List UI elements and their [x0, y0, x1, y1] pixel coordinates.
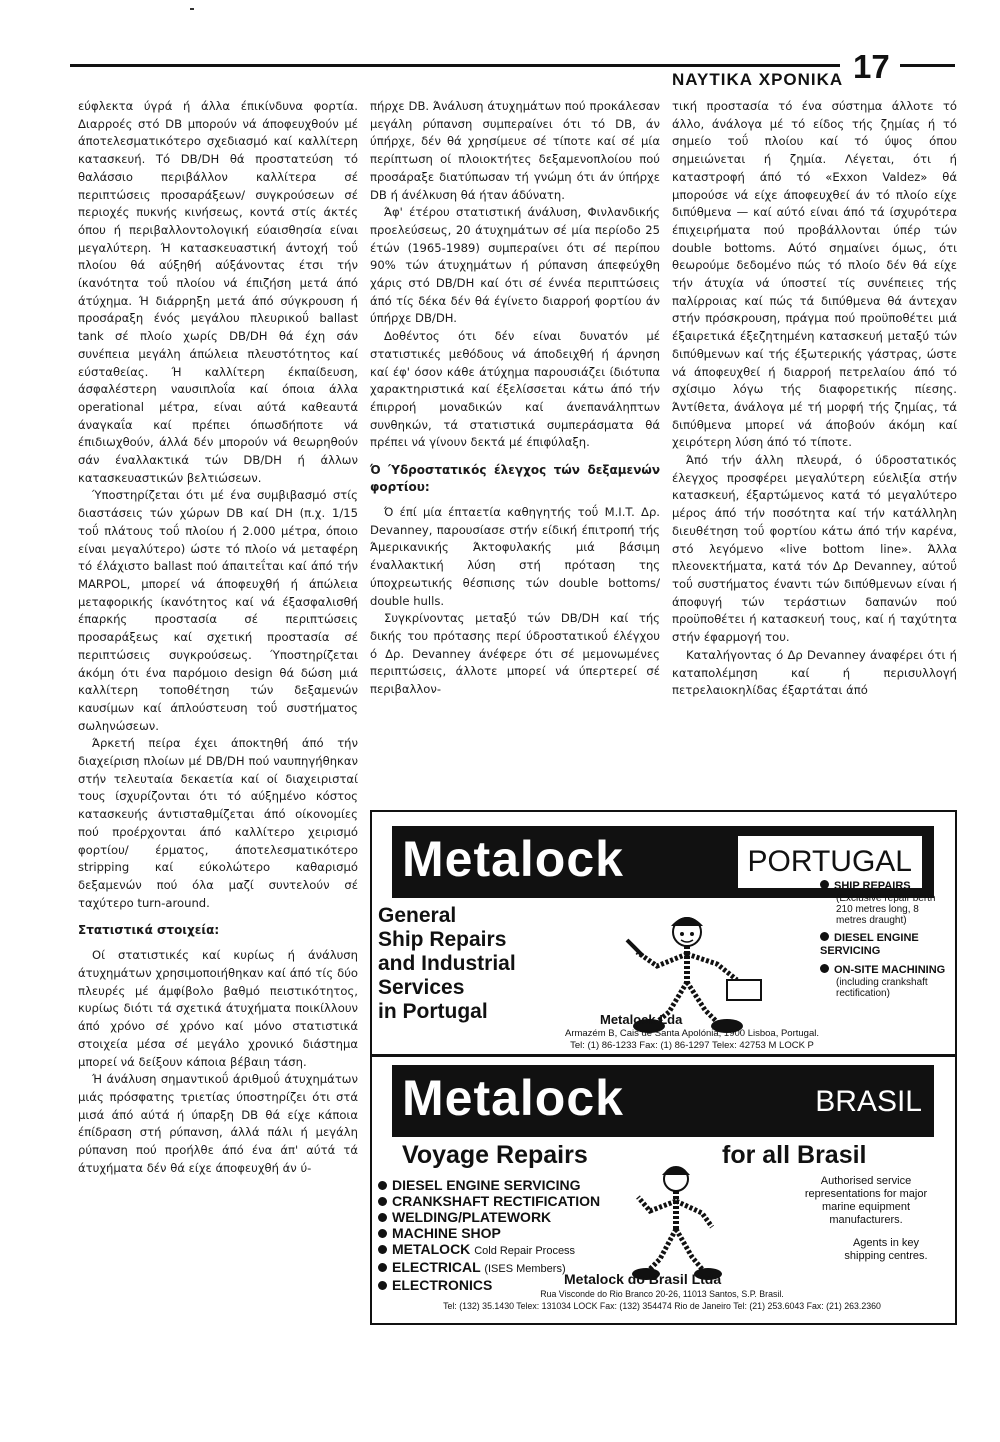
service-item: ON-SITE MACHINING (including crankshaft rectification) [820, 964, 952, 999]
tagline-line: General [378, 904, 457, 927]
paragraph: Άφ' έτέρου στατιστική άνάλυση, Φινλανδικής προελεύσεως, 20 άτυχημάτων σέ μία περίοδο 25 έτών (1965-1989) συμπεραίνει ότι σέ περίπου 90% τών άτυχημάτων ή ρύπανση άπεφεύχθη χάρις στό DB/DH καί ότι σέ έννέα περιπτώσεις άπό τίς δέκα δέν θά έγίνετο διαρροή φορτίου άν ύπήρχε DB/DH. [370, 205, 660, 326]
paragraph: εύφλεκτα ύγρά ή άλλα έπικίνδυνα φορτία. Διαρροές στό DB μπορούν νά άποφευχθούν μέ άποτελεσματικότερο σχεδιασμό καί καλλίτερη κατασκευή. Τό DB/DH θά προστατεύση τό θαλάσσιο περιβάλλον καλλίτερα σέ περιπτώσεις προσαράξεων/ συγκρούσεων σέ περιοχές πυκνής κινήσεως, κοντά στίς άκτές όπου ή περιβαλλοντολογική εύαισθησία είναι μεγαλύτερη. Ή κατασκευαστική άντοχή τοΰ πλοίου θά αύξηθή αύξάνοντας έτσι τήν ίκανότητα τοΰ πλοίου νά έπιζήση μετά άπό άτύχημα. Ή διάρρηξη μετά άπό σύγκρουση ή προσάραξη ένός μεγάλου πλευρικοΰ ballast tank σέ πλοίο χωρίς DB/DH θά έχη σάν συνέπεια μεγάλη άπώλεια πλευστότητος καί εύσταθείας. Ή καλλίτερη έκπαίδευση, άσφαλέστερη ναυσιπλοΐα καί όποια άλλα operational μέτρα, είναι αύτά καθεαυτά άναγκαΐα καί πρέπει όπωσδήποτε νά έπιδιωχθούν, άλλά δέν μπορούν νά θεωρηθούν σάν έναλλακτικά τών DB/DH ή άλλων κατασκευαστικών βελτιώσεων. [78, 99, 358, 485]
paragraph: Καταλήγοντας ό Δρ Devanney άναφέρει ότι ή καταπολέμηση καί ή περισυλλογή πετρελαιοκηλίδας έξαρτάται άπό [672, 647, 957, 698]
paragraph: πήρχε DB. Άνάλυση άτυχημάτων πού προκάλεσαν μεγάλη ρύπανση συμπεραίνει ότι τό DB, άν ύπήρχε, δέν θά χρησίμευε σέ τίποτε καί σέ μία περίπτωση οί πλοιοκτήτες δεξαμενοπλοίου πού προσάραξε διατύπωσαν τή γνώμη ότι άν ύπήρχε DB ή άνέλκυση θά ήταν άδύνατη. [370, 99, 660, 202]
service-item: MACHINE SHOP [378, 1225, 600, 1241]
service-item: WELDING/PLATEWORK [378, 1209, 600, 1225]
bullet-icon [378, 1181, 387, 1190]
scan-spot [190, 8, 194, 10]
bullet-icon [820, 964, 829, 973]
paragraph: Οί στατιστικές καί κυρίως ή άνάλυση άτυχημάτων χρησιμοποιήθηκαν καί άπό τίς δύο πλευρές μέ άμφίβολο βαθμό πειστικότητος, κυρίως διότι τά σχετικά άτυχήματα ποικίλλουν άπό χρόνο σέ χρόνο καί μόνο στατιστικά στοιχεία μέσα σέ μεγάλο χρονικό διάστημα μπορεί νά δείξουν κάποια βέβαιη τάση. [78, 948, 358, 1069]
ad-company: Metalock Lda [600, 1012, 683, 1027]
tagline-line: in Portugal [378, 1000, 488, 1023]
ad-company: Metalock do Brasil Ltda [564, 1271, 722, 1287]
ad-banner [392, 1065, 934, 1137]
ad-service-list [820, 880, 952, 1005]
paragraph: Άρκετή πείρα έχει άποκτηθή άπό τήν διαχείριση πλοίων μέ DB/DH πού ναυπηγήθηκαν στήν τελευταία δεκαετία καί οί διαχειρισταί τους ίσχυρίζονται ότι τό αύξημένο κόστος κατασκευής άντισταθμίζεται άπό οίκονομίες πού προέρχονται άπό καλλίτερο χειρισμό φορτίου/ έρματος, άποτελεσματικότερο stripping καί εύκολώτερο καθαρισμό δεξαμενών πού όλα μαζί συντελούν σέ ταχύτερο turn-around. [78, 736, 358, 910]
paragraph: Ή άνάλυση σημαντικοΰ άριθμοΰ άτυχημάτων μιάς πρόσφατης τριετίας ύποστηρίζει ότι στά μισά άπό αύτά ή ύπαρξη DB θά είχε κάποια έπίδραση στή ρύπανση, άλλά πάλι ή μεγάλη ρύπανση πού προήλθε άπό ένα άπ' αύτά τά άτυχήματα δέν θά είχε άποφευχθή άν ύ- [78, 1072, 358, 1175]
tagline-line: and Industrial [378, 952, 516, 975]
ad-tagline-right: for all Brasil [722, 1141, 867, 1169]
ad-country: PORTUGAL [738, 836, 923, 888]
paragraph: Δοθέντος ότι δέν είναι δυνατόν μέ στατιστικές μεθόδους νά άποδειχθή ή άρνηση καί έφ' όσον κάθε άτύχημα παρουσιάζει ίδιότυπα χαρακτηριστικά καί έξελίσσεται κάτω άπό τήν έπιρροή μοναδικών καί άνεπανάληπτων συνθηκών, τά στατιστικά συμπεράσματα θά πρέπει νά γίνουν δεκτά μέ έπιφύλαξη. [370, 329, 660, 450]
article-column-2 [370, 98, 660, 699]
bullet-icon [820, 932, 829, 941]
bullet-icon [820, 880, 829, 889]
service-item: DIESEL ENGINE SERVICING [378, 1177, 600, 1193]
ad-brand: Metalock [402, 1070, 624, 1126]
ad-address [482, 1028, 902, 1052]
header-rule [70, 64, 955, 67]
bullet-icon [378, 1197, 387, 1206]
article-column-3 [672, 98, 957, 700]
ad-country: BRASIL [815, 1085, 922, 1118]
contact-line: Tel: (1) 86-1233 Fax: (1) 86-1297 Telex: 42753 M LOCK P [570, 1040, 814, 1051]
ad-metalock-brasil [370, 1055, 957, 1325]
paragraph: Άπό τήν άλλη πλευρά, ό ύδροστατικός έλεγχος προσφέρει μεγαλύτερη εύελιξία στήν κατασκευή, έξαρτώμενος κατά τό μεγαλύτερο μέρος άπό τήν ποσότητα καί τήν κατάλληλη διευθέτηση τοΰ φορτίου κάτω άπό τήν καρένα, στό λεγόμενο «live bottom line». Άλλα πλεονεκτήματα, κατά τόν Δρ Devanney, αύτοΰ τοΰ συστήματος έναντι τών διπύθμενων είναι ή άποφυγή τών τεράστιων δαπανών πού προϋποθέτει ή κατασκευή τους, καί ή ταχύτητα στήν έφαρμογή του. [672, 453, 957, 645]
bullet-icon [378, 1213, 387, 1222]
service-detail: (including crankshaft rectification) [836, 977, 928, 999]
ad-tagline [378, 904, 516, 1024]
ad-address [382, 1288, 942, 1312]
service-detail: (Exclusive repair berth 210 metres long, 8 metres draught) [836, 893, 936, 926]
tagline-line: Ship Repairs [378, 928, 507, 951]
bullet-icon [378, 1245, 387, 1254]
service-item: CRANKSHAFT RECTIFICATION [378, 1193, 600, 1209]
service-item: METALOCK Cold Repair Process [378, 1241, 600, 1259]
section-heading: Στατιστικά στοιχεία: [78, 923, 220, 938]
contact-line: Tel: (132) 35.1430 Telex: 131034 LOCK Fax: (132) 354474 Rio de Janeiro Tel: (21) 253.6043 Fax: (21) 263.2360 [443, 1301, 881, 1311]
ad-brand: Metalock [402, 831, 624, 887]
ad-side-note: Authorised service representations for major marine equipment manufacturers. [804, 1175, 928, 1226]
tagline-line: Services [378, 976, 465, 999]
address-line: Rua Visconde do Rio Branco 20-26, 11013 Santos, S.P. Brasil. [540, 1289, 784, 1299]
ad-metalock-portugal [370, 810, 957, 1056]
paragraph: Ό έπί μία έπταετία καθηγητής τοΰ M.I.T. Δρ. Devanney, παρουσίασε στήν είδική έπιτροπή τής Άμερικανικής Άκτοφυλακής μιά βάσιμη έναλλακτική λύση στή πρόταση της ύποχρεωτικής θέσπισης τών double bottoms/ double hulls. [370, 505, 660, 608]
ad-tagline-left: Voyage Repairs [402, 1141, 588, 1169]
bullet-icon [378, 1263, 387, 1272]
paragraph: τική προστασία τό ένα σύστημα άλλοτε τό άλλο, άνάλογα μέ τό είδος τής ζημίας ή τό σημείο τοΰ πλοίου καί τό ύψος όπου σημειώνεται ή ζημία. Λέγεται, ότι ή καταστροφή άπό τό «Exxon Valdez» θά μπορούσε νά είχε άποφευχθεί άν τό πλοίο είχε διπύθμενα — καί αύτό είναι άπό τά ίσχυρότερα έπιχειρήματα πού προβάλλονται ύπέρ τών double bottoms. Αύτό σημαίνει όμως, ότι θεωρούμε δεδομένο πώς τό πλοίο δέν θά είχε τήν άτυχία νά ύποστεί τίς συνέπειες τής παλίρροιας καί πώς τά διπύθμενα θά άντεχαν στήν πρόσκρουση, πράγμα πού προϋποθέτει μιά έξαιρετικά έξεζητημένη κατασκευή μεταξύ τών διπύθμενων καί τής έξωτερικής γάστρας, ώστε νά άποφευχθεί ή διαρροή πετρελαίου άπό τό σχίσιμο λόγω τής διαφορετικής πίεσης. Άντίθετα, άνάλογα μέ τή μορφή τής ζημίας, τά διπύθμενα μπορεί νά άποβούν άκόμη καί χειρότερη λύση άπό τό τίποτε. [672, 99, 957, 450]
publication-name: ΝΑΥΤΙΚΑ ΧΡΟΝΙΚΑ [672, 70, 844, 89]
service-item: ELECTRONICS [378, 1277, 600, 1293]
bullet-icon [378, 1229, 387, 1238]
service-item: SHIP REPAIRS (Exclusive repair berth 210 metres long, 8 metres draught) [820, 880, 952, 926]
paragraph: Συγκρίνοντας μεταξύ τών DB/DH καί τής δικής του πρότασης περί ύδροστατικοΰ έλέγχου ό Δρ. Devanney άνέφερε ότι σέ μεμονωμένες περιπτώσεις, άλλοτε μπορεί νά ύπερτερεί σέ περιβαλλον- [370, 611, 660, 697]
service-item: ELECTRICAL (ISES Members) [378, 1259, 600, 1277]
address-line: Armazém B, Cais de Santa Apolónia, 1900 Lisboa, Portugal. [564, 1028, 819, 1039]
section-heading: Ό Ύδροστατικός έλεγχος τών δεξαμενών φορτίου: [370, 463, 660, 495]
ad-side-note: Agents in key shipping centres. [844, 1237, 928, 1262]
mascot-worker-icon [620, 1157, 730, 1285]
article-column-1 [78, 98, 358, 1177]
paragraph: Ύποστηρίζεται ότι μέ ένα συμβιβασμό στίς διαστάσεις τών χώρων DB καί DH (π.χ. 1/15 τοΰ πλάτους τοΰ πλοίου ή 2.000 μέτρα, όποιο είναι μεγαλύτερο) ώστε τό πλοίο νά μεταφέρη τό έλάχιστο ballast πού άπαιτεΐται καί άπό τήν MARPOL, μπορεί νά άποφευχθή ή άπώλεια μεταφορικής ίκανότητος καί νά έξασφαλισθή έπαρκής προστασία σέ περιπτώσεις προσαράξεως καί σχετική προστασία σέ περιπτώσεις συγκρούσεως. Ύποστηρίζεται άκόμη ότι ένα παρόμοιο design θά δώση μιά καλλίτερη τοποθέτηση τών δεξαμενών καυσίμων καί άπλούστευση τοΰ συστήματος σωληνώσεων. [78, 488, 358, 733]
service-item: DIESEL ENGINE SERVICING [820, 932, 919, 957]
page-number: 17 [853, 48, 890, 85]
